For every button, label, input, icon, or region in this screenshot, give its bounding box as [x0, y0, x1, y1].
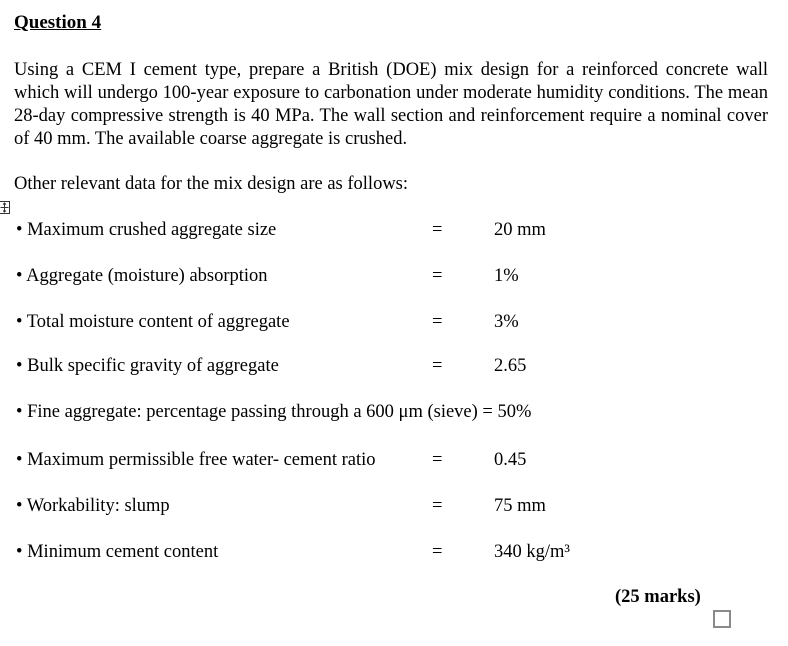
- other-data-heading: Other relevant data for the mix design are as follows:: [14, 174, 409, 194]
- question-intro-paragraph: Using a CEM I cement type, prepare a British (DOE) mix design for a reinforced concrete wall which will undergo 100-year exposure to carbonation under moderate humidity conditions. The mean 28-day compressive strength is 40 MPa. The wall section and reinforcement require a nominal cover of 40 mm. The available coarse aggregate is crushed.: [14, 60, 768, 149]
- data-row-value: 340 kg/m³: [494, 542, 570, 562]
- data-row-value: 20 mm: [494, 220, 546, 240]
- equals-sign: =: [432, 356, 443, 376]
- data-row-label: Fine aggregate: percentage passing through a 600 μm (sieve) = 50%: [27, 402, 532, 422]
- data-row-value: 2.65: [494, 356, 527, 376]
- data-row-value: 75 mm: [494, 496, 546, 516]
- data-row-label: • Maximum crushed aggregate size: [16, 220, 277, 240]
- data-row-value: 0.45: [494, 450, 527, 470]
- equals-sign: =: [432, 220, 443, 240]
- equals-sign: =: [432, 542, 443, 562]
- marks-label: (25 marks): [615, 587, 701, 607]
- answer-checkbox[interactable]: [713, 610, 731, 628]
- data-row-label: • Aggregate (moisture) absorption: [16, 266, 268, 286]
- data-row-label: • Bulk specific gravity of aggregate: [16, 356, 279, 376]
- data-row-fine-aggregate-passing: • Fine aggregate: percentage passing through a 600 μm (sieve) = 50%: [16, 402, 532, 422]
- table-move-handle-icon[interactable]: [0, 201, 10, 214]
- equals-sign: =: [432, 312, 443, 332]
- data-row-label: • Maximum permissible free water- cement ratio: [16, 450, 376, 470]
- data-row-label: • Workability: slump: [16, 496, 170, 516]
- data-row-value: 1%: [494, 266, 519, 286]
- question-heading: Question 4: [14, 12, 102, 33]
- data-row-label: • Minimum cement content: [16, 542, 219, 562]
- equals-sign: =: [432, 450, 443, 470]
- equals-sign: =: [432, 266, 443, 286]
- equals-sign: =: [432, 496, 443, 516]
- data-row-label: • Total moisture content of aggregate: [16, 312, 290, 332]
- data-row-value: 3%: [494, 312, 519, 332]
